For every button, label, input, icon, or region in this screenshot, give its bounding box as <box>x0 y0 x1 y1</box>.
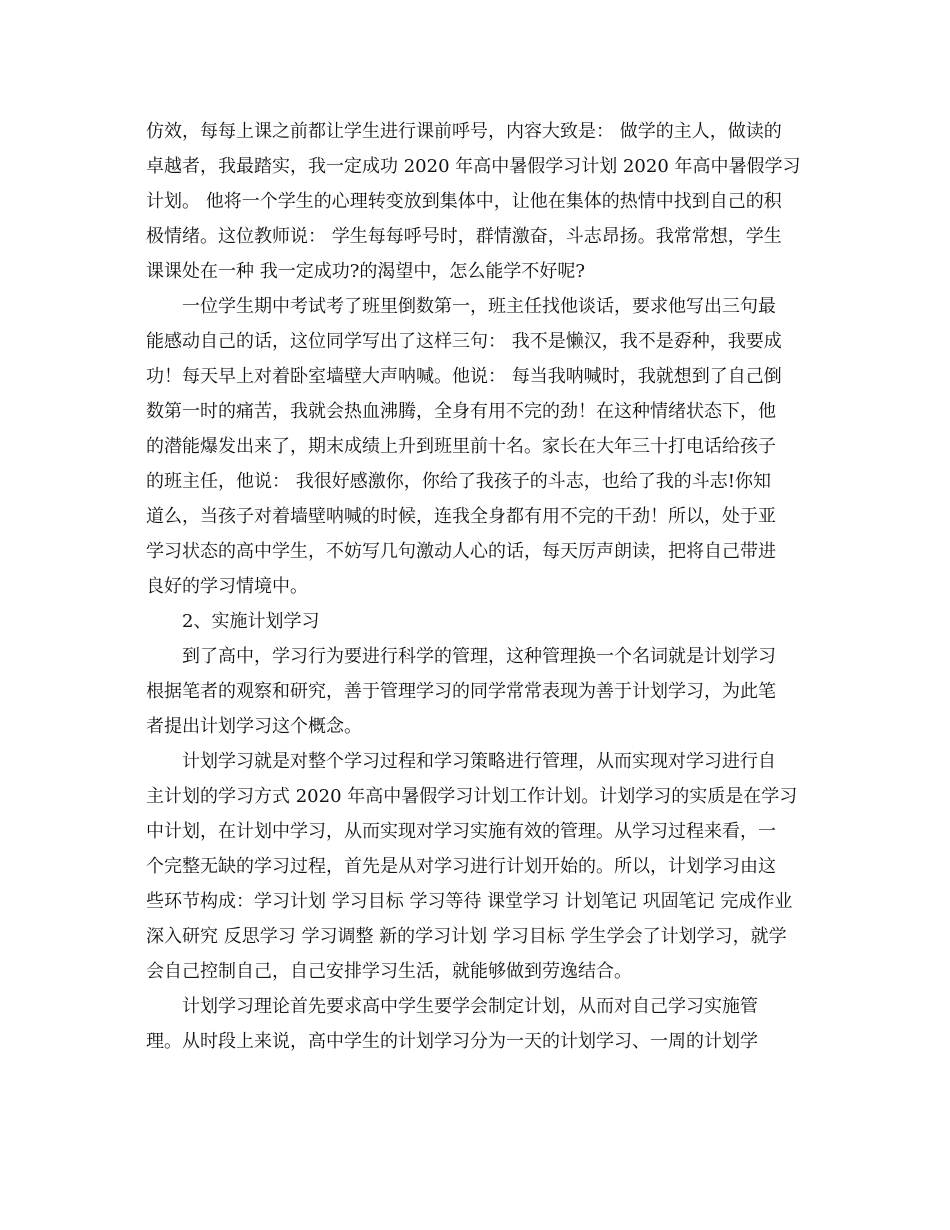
paragraph <box>146 639 810 744</box>
text-line: 良好的学习情境中。 <box>146 576 308 597</box>
paragraph <box>146 744 810 989</box>
document-body <box>146 114 810 1059</box>
text-line: 深入研究 反思学习 学习调整 新的学习计划 学习目标 学生学会了计划学习，就学 <box>146 926 787 947</box>
text-line: 学习状态的高中学生，不妨写几句激动人心的话，每天厉声朗读，把将自己带进 <box>146 541 776 562</box>
text-line: 数第一时的痛苦，我就会热血沸腾，全身有用不完的劲！在这种情绪状态下，他 <box>146 401 776 422</box>
paragraph <box>146 289 810 604</box>
text-line: 个完整无缺的学习过程，首先是从对学习进行计划开始的。所以，计划学习由这 <box>146 856 776 877</box>
paragraph <box>146 989 810 1059</box>
text-line: 些环节构成：学习计划 学习目标 学习等待 课堂学习 计划笔记 巩固笔记 完成作业 <box>146 891 793 912</box>
text-line: 极情绪。这位教师说： 学生每每呼号时，群情激奋，斗志昂扬。我常常想，学生 <box>146 226 782 247</box>
text-line: 会自己控制自己，自己安排学习生活，就能够做到劳逸结合。 <box>146 961 632 982</box>
text-line: 的班主任，他说： 我很好感激你，你给了我孩子的斗志，也给了我的斗志!你知 <box>146 471 771 492</box>
text-line: 的潜能爆发出来了，期末成绩上升到班里前十名。家长在大年三十打电话给孩子 <box>146 436 776 457</box>
text-line: 计划。 他将一个学生的心理转变放到集体中，让他在集体的热情中找到自己的积 <box>146 191 782 212</box>
text-line: 理。从时段上来说，高中学生的计划学习分为一天的计划学习、一周的计划学 <box>146 1031 758 1052</box>
text-line: 者提出计划学习这个概念。 <box>146 716 362 737</box>
text-line: 2、实施计划学习 <box>182 611 320 632</box>
paragraph <box>146 604 810 639</box>
text-line: 功！每天早上对着卧室墙壁大声呐喊。他说： 每当我呐喊时，我就想到了自己倒 <box>146 366 782 387</box>
text-line: 仿效，每每上课之前都让学生进行课前呼号，内容大致是： 做学的主人，做读的 <box>146 121 782 142</box>
text-line: 根据笔者的观察和研究，善于管理学习的同学常常表现为善于计划学习，为此笔 <box>146 681 776 702</box>
text-line: 主计划的学习方式 2020 年高中暑假学习计划工作计划。计划学习的实质是在学习 <box>146 786 798 807</box>
text-line: 课课处在一种 我一定成功?的渴望中，怎么能学不好呢? <box>146 261 586 282</box>
text-line: 道么，当孩子对着墙壁呐喊的时候，连我全身都有用不完的干劲！所以，处于亚 <box>146 506 776 527</box>
text-line: 能感动自己的话，这位同学写出了这样三句： 我不是懒汉，我不是孬种，我要成 <box>146 331 782 352</box>
text-line: 计划学习理论首先要求高中学生要学会制定计划，从而对自己学习实施管 <box>182 996 758 1017</box>
text-line: 一位学生期中考试考了班里倒数第一，班主任找他谈话，要求他写出三句最 <box>182 296 776 317</box>
text-line: 到了高中，学习行为要进行科学的管理，这种管理换一个名词就是计划学习 <box>182 646 776 667</box>
paragraph <box>146 114 810 289</box>
text-line: 卓越者，我最踏实，我一定成功 2020 年高中暑假学习计划 2020 年高中暑假学习 <box>146 156 801 177</box>
text-line: 中计划，在计划中学习，从而实现对学习实施有效的管理。从学习过程来看，一 <box>146 821 776 842</box>
text-line: 计划学习就是对整个学习过程和学习策略进行管理，从而实现对学习进行自 <box>182 751 776 772</box>
